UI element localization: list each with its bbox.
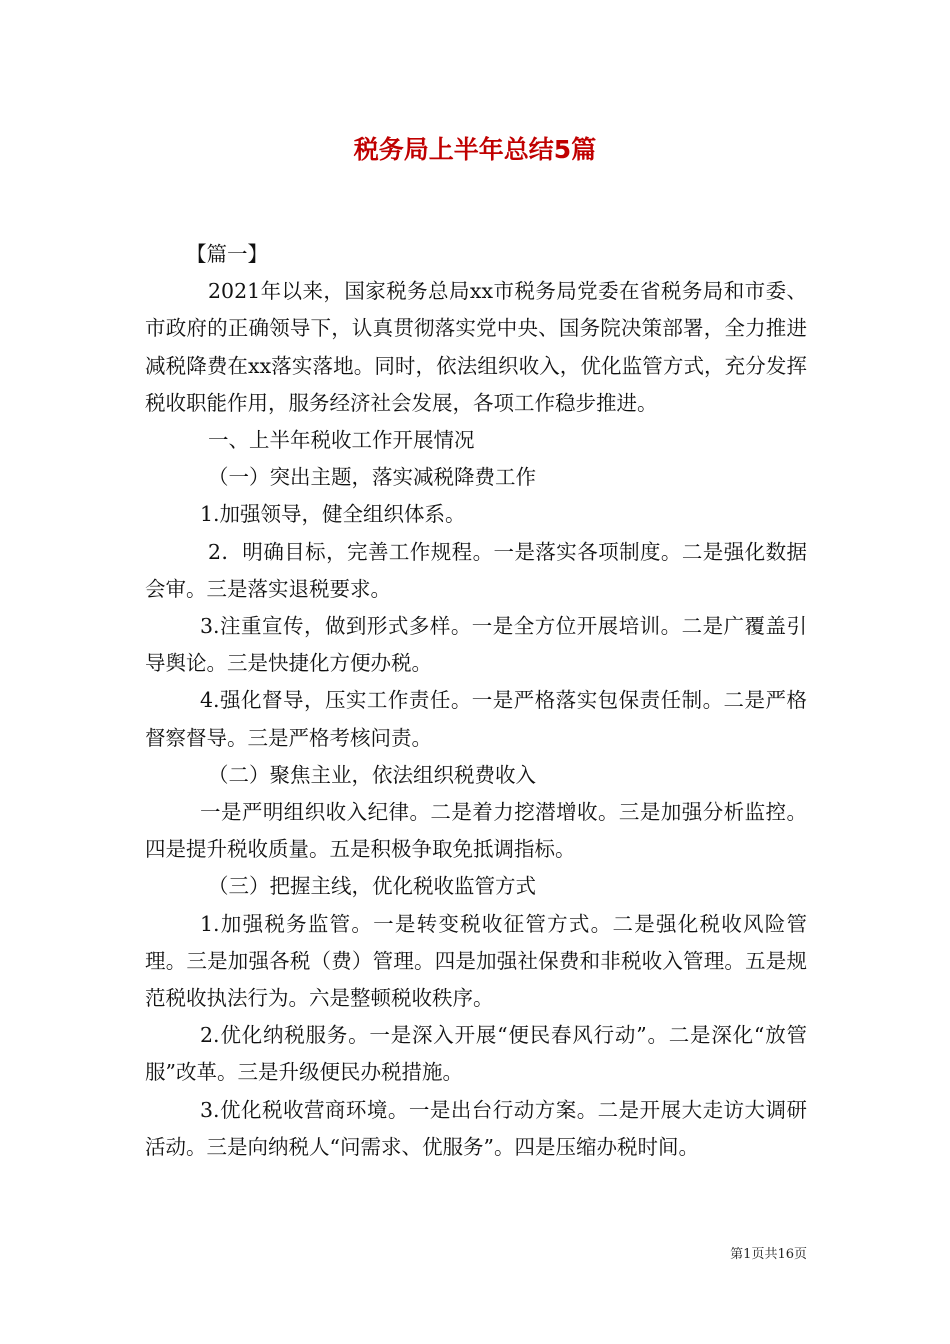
list-item: 4.强化督导，压实工作责任。一是严格落实包保责任制。二是严格督察督导。三是严格考核问责。 — [145, 688, 807, 750]
list-item: 一是严明组织收入纪律。二是着力挖潜增收。三是加强分析监控。四是提升税收质量。五是积极争取免抵调指标。 — [145, 800, 807, 862]
list-item: 1.加强领导，健全组织体系。 — [200, 502, 466, 527]
page-number: 第1页共16页 — [730, 1247, 807, 1262]
document-body — [145, 236, 807, 1166]
heading-level-2: （二）聚焦主业，依法组织税费收入 — [208, 762, 536, 787]
list-item: 1.加强税务监管。一是转变税收征管方式。二是强化税收风险管理。三是加强各税（费）管理。四是加强社保费和非税收入管理。五是规范税收执法行为。六是整顿税收秩序。 — [145, 911, 807, 1011]
heading-level-2: （一）突出主题，落实减税降费工作 — [208, 465, 536, 490]
heading-level-2: （三）把握主线，优化税收监管方式 — [208, 874, 536, 899]
list-item: 2．明确目标，完善工作规程。一是落实各项制度。二是强化数据会审。三是落实退税要求。 — [145, 539, 807, 601]
page-title: 税务局上半年总结5篇 — [353, 135, 597, 164]
section-label: 【篇一】 — [186, 242, 268, 266]
heading-level-1: 一、上半年税收工作开展情况 — [208, 428, 475, 453]
list-item: 2.优化纳税服务。一是深入开展“便民春风行动”。二是深化“放管服”改革。三是升级便民办税措施。 — [145, 1023, 807, 1085]
paragraph-intro: 2021年以来，国家税务总局xx市税务局党委在省税务局和市委、市政府的正确领导下，认真贯彻落实党中央、国务院决策部署，全力推进减税降费在xx落实落地。同时，依法组织收入，优化监管方式，充分发挥税收职能作用，服务经济社会发展，各项工作稳步推进。 — [145, 279, 807, 415]
list-item: 3.注重宣传，做到形式多样。一是全方位开展培训。二是广覆盖引导舆论。三是快捷化方便办税。 — [145, 614, 807, 676]
list-item: 3.优化税收营商环境。一是出台行动方案。二是开展大走访大调研活动。三是向纳税人“问需求、优服务”。四是压缩办税时间。 — [145, 1097, 807, 1159]
